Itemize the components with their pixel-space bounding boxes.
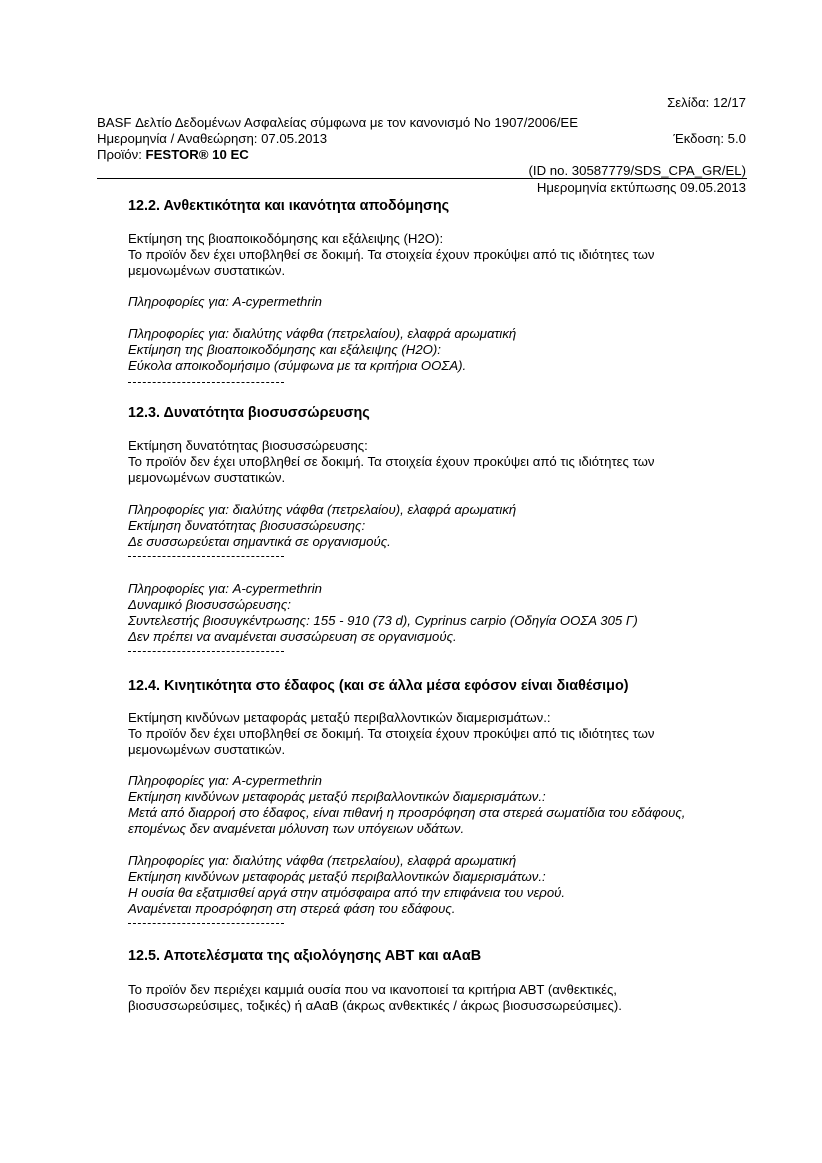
document-id: (ID no. 30587779/SDS_CPA_GR/EL): [528, 163, 746, 178]
print-date: Ημερομηνία εκτύπωσης 09.05.2013: [536, 180, 746, 195]
product-name: FESTOR® 10 EC: [145, 147, 249, 162]
text-line: Πληροφορίες για: διαλύτης νάφθα (πετρελαίου), ελαφρά αρωματική: [128, 326, 517, 341]
paragraph: [128, 982, 622, 1014]
text-line: επομένως δεν αναμένεται μόλυνση των υπόγειων υδάτων.: [128, 821, 465, 836]
text-line: Εκτίμηση κινδύνων μεταφοράς μεταξύ περιβαλλοντικών διαμερισμάτων.:: [128, 869, 546, 884]
section-title-12-5: 12.5. Αποτελέσματα της αξιολόγησης ΑΒΤ και αΑαΒ: [128, 948, 482, 964]
text-line: Εύκολα αποικοδομήσιμο (σύμφωνα με τα κριτήρια ΟΟΣΑ).: [128, 358, 467, 373]
text-line: Δεν πρέπει να αναμένεται συσσώρευση σε οργανισμούς.: [128, 629, 457, 644]
paragraph: [128, 502, 516, 550]
section-title-12-2: 12.2. Ανθεκτικότητα και ικανότητα αποδόμησης: [128, 198, 450, 214]
text-line: Εκτίμηση δυνατότητας βιοσυσσώρευσης:: [128, 518, 366, 533]
header-rule: [97, 178, 747, 179]
text-line: Δυναμικό βιοσυσσώρευσης:: [128, 597, 291, 612]
text-line: Συντελεστής βιοσυγκέντρωσης: 155 - 910 (73 d), Cyprinus carpio (Οδηγία ΟΟΣΑ 305 Γ): [128, 613, 638, 628]
paragraph: [128, 581, 638, 645]
text-line: μεμονωμένων συστατικών.: [128, 470, 286, 485]
paragraph: [128, 294, 322, 310]
text-line: Δε συσσωρεύεται σημαντικά σε οργανισμούς.: [128, 534, 391, 549]
page-number: Σελίδα: 12/17: [667, 95, 746, 110]
text-line: Το προϊόν δεν έχει υποβληθεί σε δοκιμή. Τα στοιχεία έχουν προκύψει από τις ιδιότητες των: [128, 726, 655, 741]
document-title: BASF Δελτίο Δεδομένων Ασφαλείας σύμφωνα με τον κανονισμό Νο 1907/2006/ΕΕ: [97, 115, 579, 130]
text-line: βιοσυσσωρεύσιμες, τοξικές) ή αΑαΒ (άκρως ανθεκτικές / άκρως βιοσυσσωρεύσιμες).: [128, 998, 622, 1013]
paragraph: [128, 710, 655, 758]
version: Έκδοση: 5.0: [673, 131, 746, 146]
text-line: Εκτίμηση κινδύνων μεταφοράς μεταξύ περιβαλλοντικών διαμερισμάτων.:: [128, 710, 551, 725]
separator: [128, 382, 284, 383]
text-line: Εκτίμηση της βιοαποικοδόμησης και εξάλειψης (H2O):: [128, 342, 441, 357]
text-line: Πληροφορίες για: διαλύτης νάφθα (πετρελαίου), ελαφρά αρωματική: [128, 502, 517, 517]
text-line: Το προϊόν δεν έχει υποβληθεί σε δοκιμή. Τα στοιχεία έχουν προκύψει από τις ιδιότητες των: [128, 247, 655, 262]
separator: [128, 556, 284, 557]
text-line: μεμονωμένων συστατικών.: [128, 742, 286, 757]
text-line: Πληροφορίες για: διαλύτης νάφθα (πετρελαίου), ελαφρά αρωματική: [128, 853, 517, 868]
separator: [128, 923, 284, 924]
text-line: Η ουσία θα εξατμισθεί αργά στην ατμόσφαιρα από την επιφάνεια του νερού.: [128, 885, 566, 900]
text-line: Πληροφορίες για: A-cypermethrin: [128, 294, 322, 309]
text-line: Πληροφορίες για: A-cypermethrin: [128, 581, 322, 596]
text-line: Το προϊόν δεν περιέχει καμμιά ουσία που να ικανοποιεί τα κριτήρια ΑΒΤ (ανθεκτικές,: [128, 982, 617, 997]
paragraph: [128, 326, 516, 374]
section-title-12-3: 12.3. Δυνατότητα βιοσυσσώρευσης: [128, 405, 370, 421]
revision-date: Ημερομηνία / Αναθεώρηση: 07.05.2013: [97, 131, 328, 146]
separator: [128, 651, 284, 652]
text-line: Μετά από διαρροή στο έδαφος, είναι πιθανή η προσρόφηση στα στερεά σωματίδια του εδάφους,: [128, 805, 686, 820]
text-line: μεμονωμένων συστατικών.: [128, 263, 286, 278]
paragraph: [128, 853, 565, 917]
text-line: Αναμένεται προσρόφηση στη στερεά φάση του εδάφους.: [128, 901, 456, 916]
text-line: Πληροφορίες για: A-cypermethrin: [128, 773, 322, 788]
section-title-12-4: 12.4. Κινητικότητα στο έδαφος (και σε άλλα μέσα εφόσον είναι διαθέσιμο): [128, 678, 629, 694]
text-line: Εκτίμηση της βιοαποικοδόμησης και εξάλειψης (H2O):: [128, 231, 444, 246]
paragraph: [128, 231, 655, 279]
text-line: Το προϊόν δεν έχει υποβληθεί σε δοκιμή. Τα στοιχεία έχουν προκύψει από τις ιδιότητες των: [128, 454, 655, 469]
product-label: Προϊόν:: [97, 147, 146, 162]
product-line: [97, 147, 249, 163]
paragraph: [128, 438, 655, 486]
text-line: Εκτίμηση κινδύνων μεταφοράς μεταξύ περιβαλλοντικών διαμερισμάτων.:: [128, 789, 546, 804]
paragraph: [128, 773, 685, 837]
text-line: Εκτίμηση δυνατότητας βιοσυσσώρευσης:: [128, 438, 368, 453]
